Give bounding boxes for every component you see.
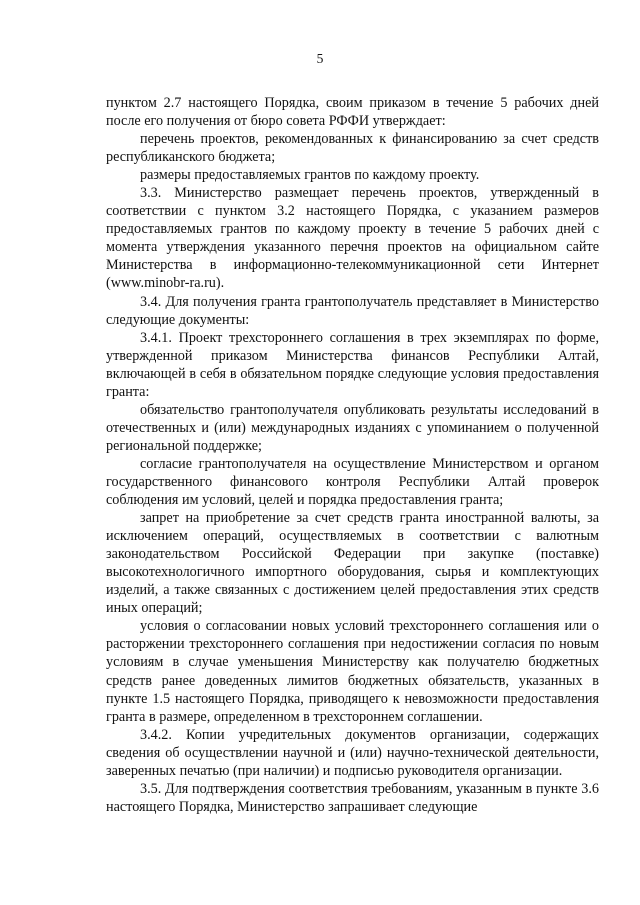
page-number: 5: [316, 51, 324, 66]
paragraph: 3.4.1. Проект трехстороннего соглашения в трех экземплярах по форме, утвержденной приказом Министерства финансов Республики Алтай, включающей в себя в обязательном порядке следующие условия предоставления гранта:: [106, 329, 599, 400]
paragraph: 3.5. Для подтверждения соответствия требованиям, указанным в пункте 3.6 настоящего Порядка, Министерство запрашивает следующие: [106, 780, 599, 815]
paragraph: 3.4. Для получения гранта грантополучатель представляет в Министерство следующие документы:: [106, 293, 599, 328]
paragraph: условия о согласовании новых условий трехстороннего соглашения или о расторжении трехстороннего соглашения при недостижении согласия по новым условиям в случае уменьшения Министерству как получателю бюджетных средств ранее доведенных лимитов бюджетных обязательств, указанных в пункте 1.5 настоящего Порядка, приводящего к невозможности предоставления гранта в размере, определенном в трехстороннем соглашении.: [106, 618, 599, 725]
paragraph: обязательство грантополучателя опубликовать результаты исследований в отечественных и (или) международных изданиях с упоминанием о полученной региональной поддержке;: [106, 401, 599, 454]
paragraph: перечень проектов, рекомендованных к финансированию за счет средств республиканского бюджета;: [106, 131, 599, 166]
paragraph: 3.3. Министерство размещает перечень проектов, утвержденный в соответствии с пунктом 3.2 настоящего Порядка, с указанием размеров предоставляемых грантов по каждому проекту в течение 5 рабочих дней с момента утверждения указанного перечня проектов на официальном сайте Министерства в информационно-телекоммуникационной сети Интернет (www.minobr-ra.ru).: [106, 185, 599, 292]
paragraph: пунктом 2.7 настоящего Порядка, своим приказом в течение 5 рабочих дней после его получения от бюро совета РФФИ утверждает:: [106, 95, 599, 130]
paragraph: согласие грантополучателя на осуществление Министерством и органом государственного финансового контроля Республики Алтай проверок соблюдения им условий, целей и порядка предоставления гранта;: [106, 455, 599, 509]
document-body: [106, 94, 599, 816]
paragraph: размеры предоставляемых грантов по каждому проекту.: [140, 167, 480, 184]
paragraph: запрет на приобретение за счет средств гранта иностранной валюты, за исключением операций, осуществляемых в соответствии с валютным законодательством Российской Федерации при закупке (поставке) высокотехнологичного импортного оборудования, сырья и комплектующих изделий, а также связанных с достижением целей предоставления этих средств иных операций;: [106, 510, 599, 617]
paragraph: 3.4.2. Копии учредительных документов организации, содержащих сведения об осуществлении научной и (или) научно-технической деятельности, заверенных печатью (при наличии) и подписью руководителя организации.: [106, 726, 599, 779]
